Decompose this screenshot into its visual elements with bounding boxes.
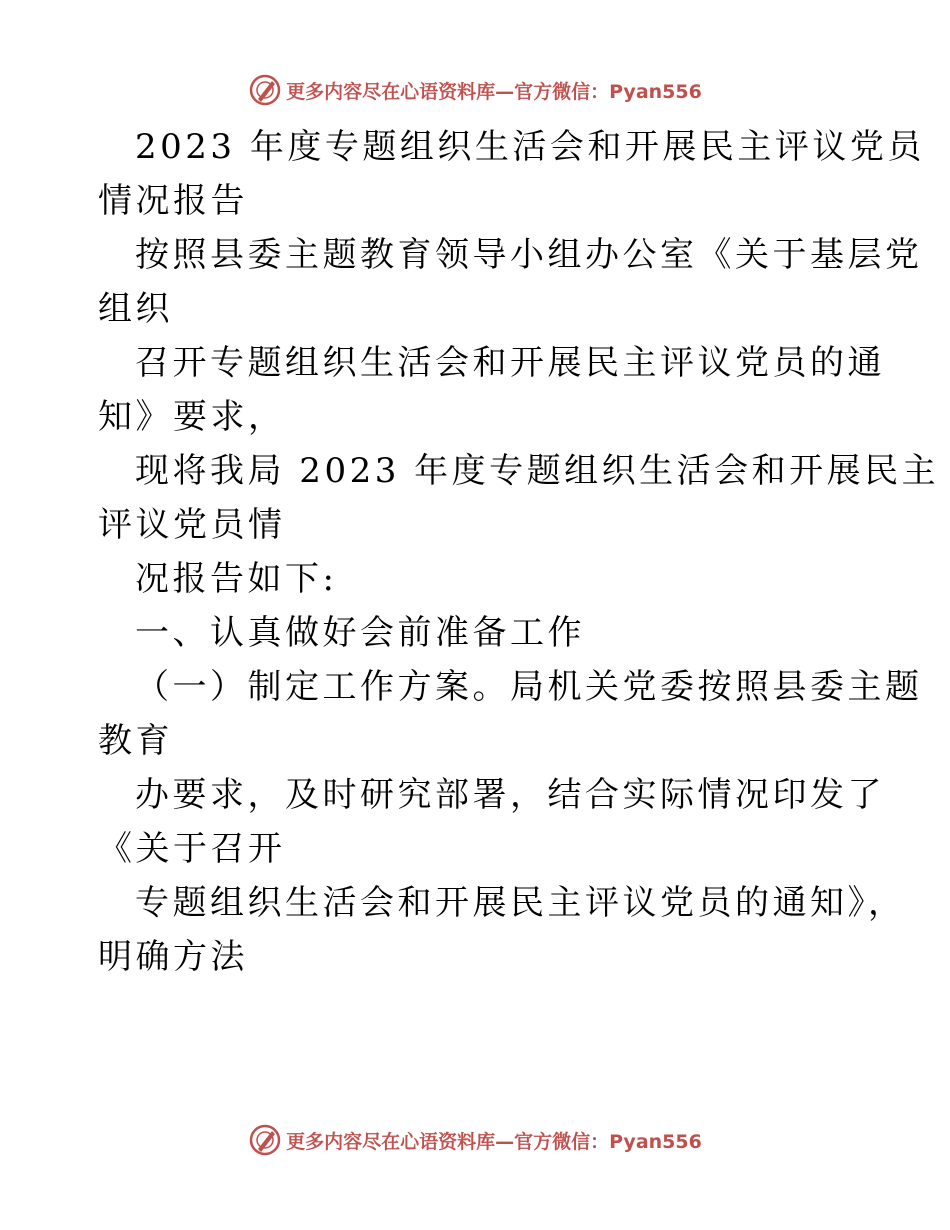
document-line: 办要求，及时研究部署，结合实际情况印发了 [135,775,885,815]
watermark-banner-bottom [0,1120,950,1160]
watermark-banner-top [0,70,950,110]
document-line: 知》要求， [98,397,286,437]
document-line: 现将我局 2023 年度专题组织生活会和开展民主 [135,451,940,491]
pen-circle-logo-icon [248,73,282,107]
document-line: 《关于召开 [98,829,286,869]
document-line: 按照县委主题教育领导小组办公室《关于基层党 [135,235,923,275]
watermark-text: 更多内容尽在心语资料库—官方微信：Pyan556 [286,1130,702,1153]
document-line: 明确方法 [98,937,248,977]
document-line: 评议党员情 [98,505,286,545]
document-line: 教育 [98,721,173,761]
document-line: 召开专题组织生活会和开展民主评议党员的通 [135,343,885,383]
document-line: 专题组织生活会和开展民主评议党员的通知》， [135,883,906,923]
watermark-text: 更多内容尽在心语资料库—官方微信：Pyan556 [286,80,702,103]
pen-circle-logo-icon [248,1123,282,1157]
document-line: 2023 年度专题组织生活会和开展民主评议党员 [135,127,925,167]
document-line: 组织 [98,289,173,329]
document-line: （一）制定工作方案。局机关党委按照县委主题 [135,667,923,707]
section-heading: 一、认真做好会前准备工作 [135,613,585,653]
document-line: 况报告如下: [135,559,338,599]
document-line: 情况报告 [98,181,248,221]
document-body [98,120,940,984]
